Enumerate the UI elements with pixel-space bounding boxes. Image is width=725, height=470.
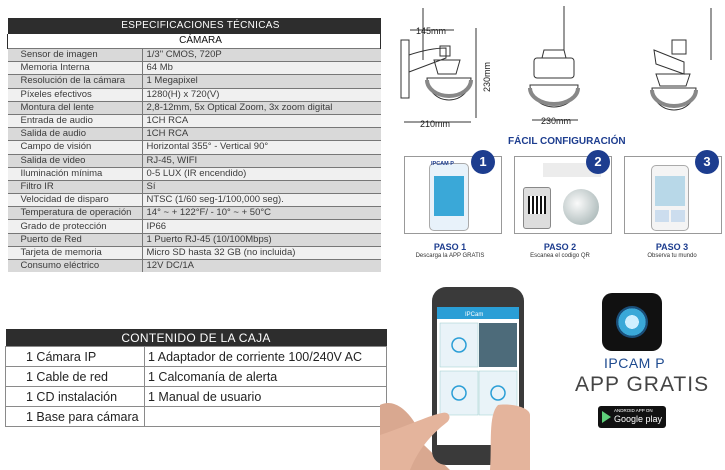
spec-key: Puerto de Red (8, 233, 143, 246)
spec-row (8, 167, 381, 180)
spec-value: 14° ~ + 122°F/ - 10° ~ + 50°C (142, 207, 381, 220)
spec-key: Salida de video (8, 154, 143, 167)
step-1-number: 1 (471, 150, 495, 174)
spec-row (8, 75, 381, 88)
spec-key: Resolución de la cámara (8, 75, 143, 88)
spec-key: Salida de audio (8, 128, 143, 141)
spec-value: 0-5 LUX (IR encendido) (142, 167, 381, 180)
spec-key: Sensor de imagen (8, 49, 143, 62)
box-item: 1 Base para cámara (6, 407, 145, 427)
spec-row (8, 141, 381, 154)
spec-value: 64 Mb (142, 62, 381, 75)
phone-screen (434, 176, 464, 216)
specs-subtitle: CÁMARA (8, 34, 381, 49)
box-item: 1 Calcomanía de alerta (145, 367, 387, 387)
box-item: 1 Adaptador de corriente 100/240V AC (145, 347, 387, 367)
box-item: 1 Manual de usuario (145, 387, 387, 407)
camera-front-drawing (530, 6, 578, 120)
spec-value: 1280(H) x 720(V) (142, 88, 381, 101)
specs-rows (8, 49, 381, 273)
step-2-label: PASO 2 (543, 242, 577, 252)
thumbnail (655, 210, 669, 222)
spec-value: RJ-45, WIFI (142, 154, 381, 167)
box-title: CONTENIDO DE LA CAJA (6, 329, 387, 347)
spec-value: IP66 (142, 220, 381, 233)
box-item: 1 Cámara IP (6, 347, 145, 367)
spec-key: Campo de visión (8, 141, 143, 154)
spec-row (8, 207, 381, 220)
step-2-number: 2 (586, 150, 610, 174)
qr-code-icon (528, 196, 546, 214)
spec-row (8, 194, 381, 207)
dim-width-front: 230mm (541, 116, 572, 126)
spec-row (8, 246, 381, 259)
step-1-label: PASO 1 (433, 242, 467, 252)
spec-value: Micro SD hasta 32 GB (no incluida) (142, 246, 381, 259)
spec-key: Píxeles efectivos (8, 88, 143, 101)
box-row (6, 407, 387, 427)
spec-key: Consumo eléctrico (8, 260, 143, 273)
phone-scanning-illustration (523, 187, 551, 229)
phone-view-illustration (651, 165, 689, 231)
spec-row (8, 88, 381, 101)
spec-key: Grado de protección (8, 220, 143, 233)
box-row (6, 387, 387, 407)
specs-title: ESPECIFICACIONES TÉCNICAS (8, 18, 381, 34)
box-item: 1 CD instalación (6, 387, 145, 407)
step-3-desc: Observa tu mundo (647, 253, 697, 259)
box-rows (6, 347, 387, 427)
phone-app-title: IPCam (465, 312, 484, 318)
hand-holding-phone-illustration (380, 285, 530, 470)
camera-perspective-drawing (652, 8, 711, 110)
spec-key: Temperatura de operación (8, 207, 143, 220)
spec-row (8, 260, 381, 273)
spec-value: 1CH RCA (142, 128, 381, 141)
camera-lens-icon (616, 306, 648, 338)
dim-depth: 210mm (420, 119, 451, 129)
spec-value: 1/3" CMOS, 720P (142, 49, 381, 62)
app-icon (602, 293, 662, 351)
spec-row (8, 62, 381, 75)
spec-row (8, 49, 381, 62)
spec-row (8, 154, 381, 167)
dim-height: 230mm (482, 61, 492, 92)
dim-width-top: 145mm (416, 26, 447, 36)
store-big-text: Google play (614, 414, 663, 424)
spec-row (8, 101, 381, 114)
spec-value: 1CH RCA (142, 114, 381, 127)
spec-key: Memoria Interna (8, 62, 143, 75)
spec-row (8, 180, 381, 193)
step-3-number: 3 (695, 150, 719, 174)
specs-table (7, 18, 381, 272)
step-1-desc: Descarga la APP GRATIS (415, 253, 485, 259)
spec-value: Horizontal 355° - Vertical 90° (142, 141, 381, 154)
spec-key: Velocidad de disparo (8, 194, 143, 207)
google-play-icon (602, 411, 611, 423)
store-small-text: ANDROID APP ON (614, 408, 653, 413)
spec-value: NTSC (1/60 seg-1/100,000 seg). (142, 194, 381, 207)
box-row (6, 347, 387, 367)
spec-key: Entrada de audio (8, 114, 143, 127)
spec-key: Montura del lente (8, 101, 143, 114)
app-name: IPCAM P (604, 355, 666, 371)
app-free-label: APP GRATIS (575, 373, 710, 396)
spec-key: Iluminación mínima (8, 167, 143, 180)
live-view-screen (655, 176, 685, 206)
thumbnail (671, 210, 685, 222)
step-3-label: PASO 3 (655, 242, 689, 252)
box-item: 1 Cable de red (6, 367, 145, 387)
spec-row (8, 220, 381, 233)
spec-row (8, 233, 381, 246)
spec-value: 12V DC/1A (142, 260, 381, 273)
camera-dome-icon (563, 189, 599, 225)
spec-value: 2,8-12mm, 5x Optical Zoom, 3x zoom digital (142, 101, 381, 114)
phone-illustration (429, 163, 469, 231)
spec-value: 1 Megapixel (142, 75, 381, 88)
box-contents-table (5, 329, 387, 427)
step-1-screen-label: IPCAM P (431, 161, 454, 167)
box-row (6, 367, 387, 387)
box-item (145, 407, 387, 427)
setup-title: FÁCIL CONFIGURACIÓN (508, 136, 626, 147)
spec-row (8, 128, 381, 141)
spec-row (8, 114, 381, 127)
step-2-desc: Escanea el codigo QR (530, 253, 590, 259)
spec-key: Filtro IR (8, 180, 143, 193)
google-play-badge[interactable] (598, 406, 666, 428)
spec-key: Tarjeta de memoria (8, 246, 143, 259)
spec-value: 1 Puerto RJ-45 (10/100Mbps) (142, 233, 381, 246)
camera-dimensions-diagram (394, 0, 724, 135)
spec-value: Sí (142, 180, 381, 193)
